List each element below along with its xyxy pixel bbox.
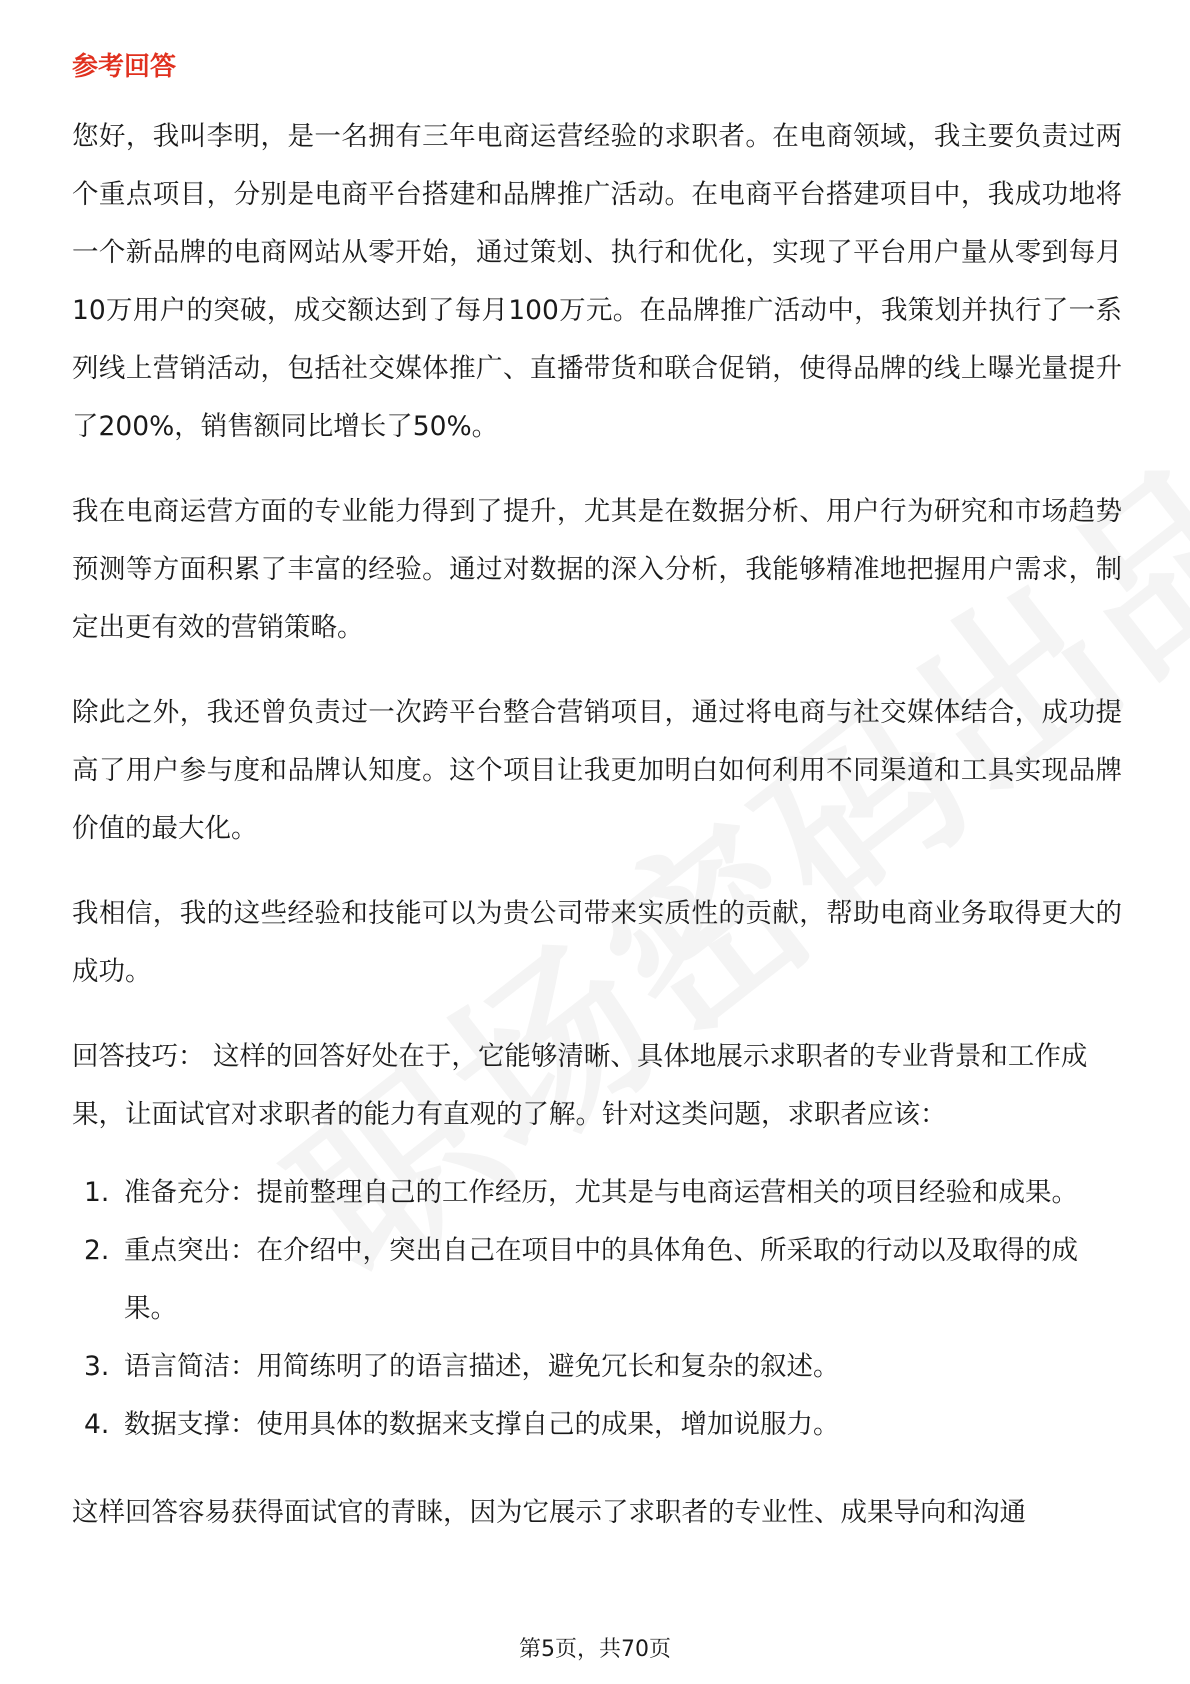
list-item: [72, 1164, 1122, 1222]
document-content: [72, 48, 1122, 1542]
page-number-footer: 第5页，共70页: [519, 1637, 671, 1662]
list-item-number: 1.: [84, 1177, 110, 1208]
list-item-number: 3.: [84, 1351, 110, 1382]
answer-paragraph-1: 您好，我叫李明，是一名拥有三年电商运营经验的求职者。在电商领域，我主要负责过两个重点项目，分别是电商平台搭建和品牌推广活动。在电商平台搭建项目中，我成功地将一个新品牌的电商网站从零开始，通过策划、执行和优化，实现了平台用户量从零到每月10万用户的突破，成交额达到了每月100万元。在品牌推广活动中，我策划并执行了一系列线上营销活动，包括社交媒体推广、直播带货和联合促销，使得品牌的线上曝光量提升了200%，销售额同比增长了50%。: [72, 121, 1122, 442]
list-item-text: 数据支撑：使用具体的数据来支撑自己的成果，增加说服力。: [124, 1409, 840, 1440]
list-item: [72, 1338, 1122, 1396]
answer-paragraph-2: 我在电商运营方面的专业能力得到了提升，尤其是在数据分析、用户行为研究和市场趋势预测等方面积累了丰富的经验。通过对数据的深入分析，我能够精准地把握用户需求，制定出更有效的营销策略。: [72, 496, 1122, 643]
section-heading: 参考回答: [72, 52, 177, 82]
list-item-text: 准备充分：提前整理自己的工作经历，尤其是与电商运营相关的项目经验和成果。: [124, 1177, 1078, 1208]
list-item-number: 2.: [84, 1235, 110, 1266]
tips-list: [72, 1164, 1122, 1454]
list-item: [72, 1396, 1122, 1454]
answer-paragraph-3: 除此之外，我还曾负责过一次跨平台整合营销项目，通过将电商与社交媒体结合，成功提高了用户参与度和品牌认知度。这个项目让我更加明白如何利用不同渠道和工具实现品牌价值的最大化。: [72, 697, 1122, 844]
list-item-text: 重点突出：在介绍中，突出自己在项目中的具体角色、所采取的行动以及取得的成果。: [124, 1235, 1078, 1324]
closing-paragraph: 这样回答容易获得面试官的青睐，因为它展示了求职者的专业性、成果导向和沟通: [72, 1497, 1026, 1528]
tips-intro: 回答技巧： 这样的回答好处在于，它能够清晰、具体地展示求职者的专业背景和工作成果，让面试官对求职者的能力有直观的了解。针对这类问题，求职者应该：: [72, 1041, 1088, 1130]
list-item-number: 4.: [84, 1409, 110, 1440]
list-item: [72, 1222, 1122, 1338]
list-item-text: 语言简洁：用简练明了的语言描述，避免冗长和复杂的叙述。: [124, 1351, 840, 1382]
answer-paragraph-4: 我相信，我的这些经验和技能可以为贵公司带来实质性的贡献，帮助电商业务取得更大的成功。: [72, 898, 1122, 987]
